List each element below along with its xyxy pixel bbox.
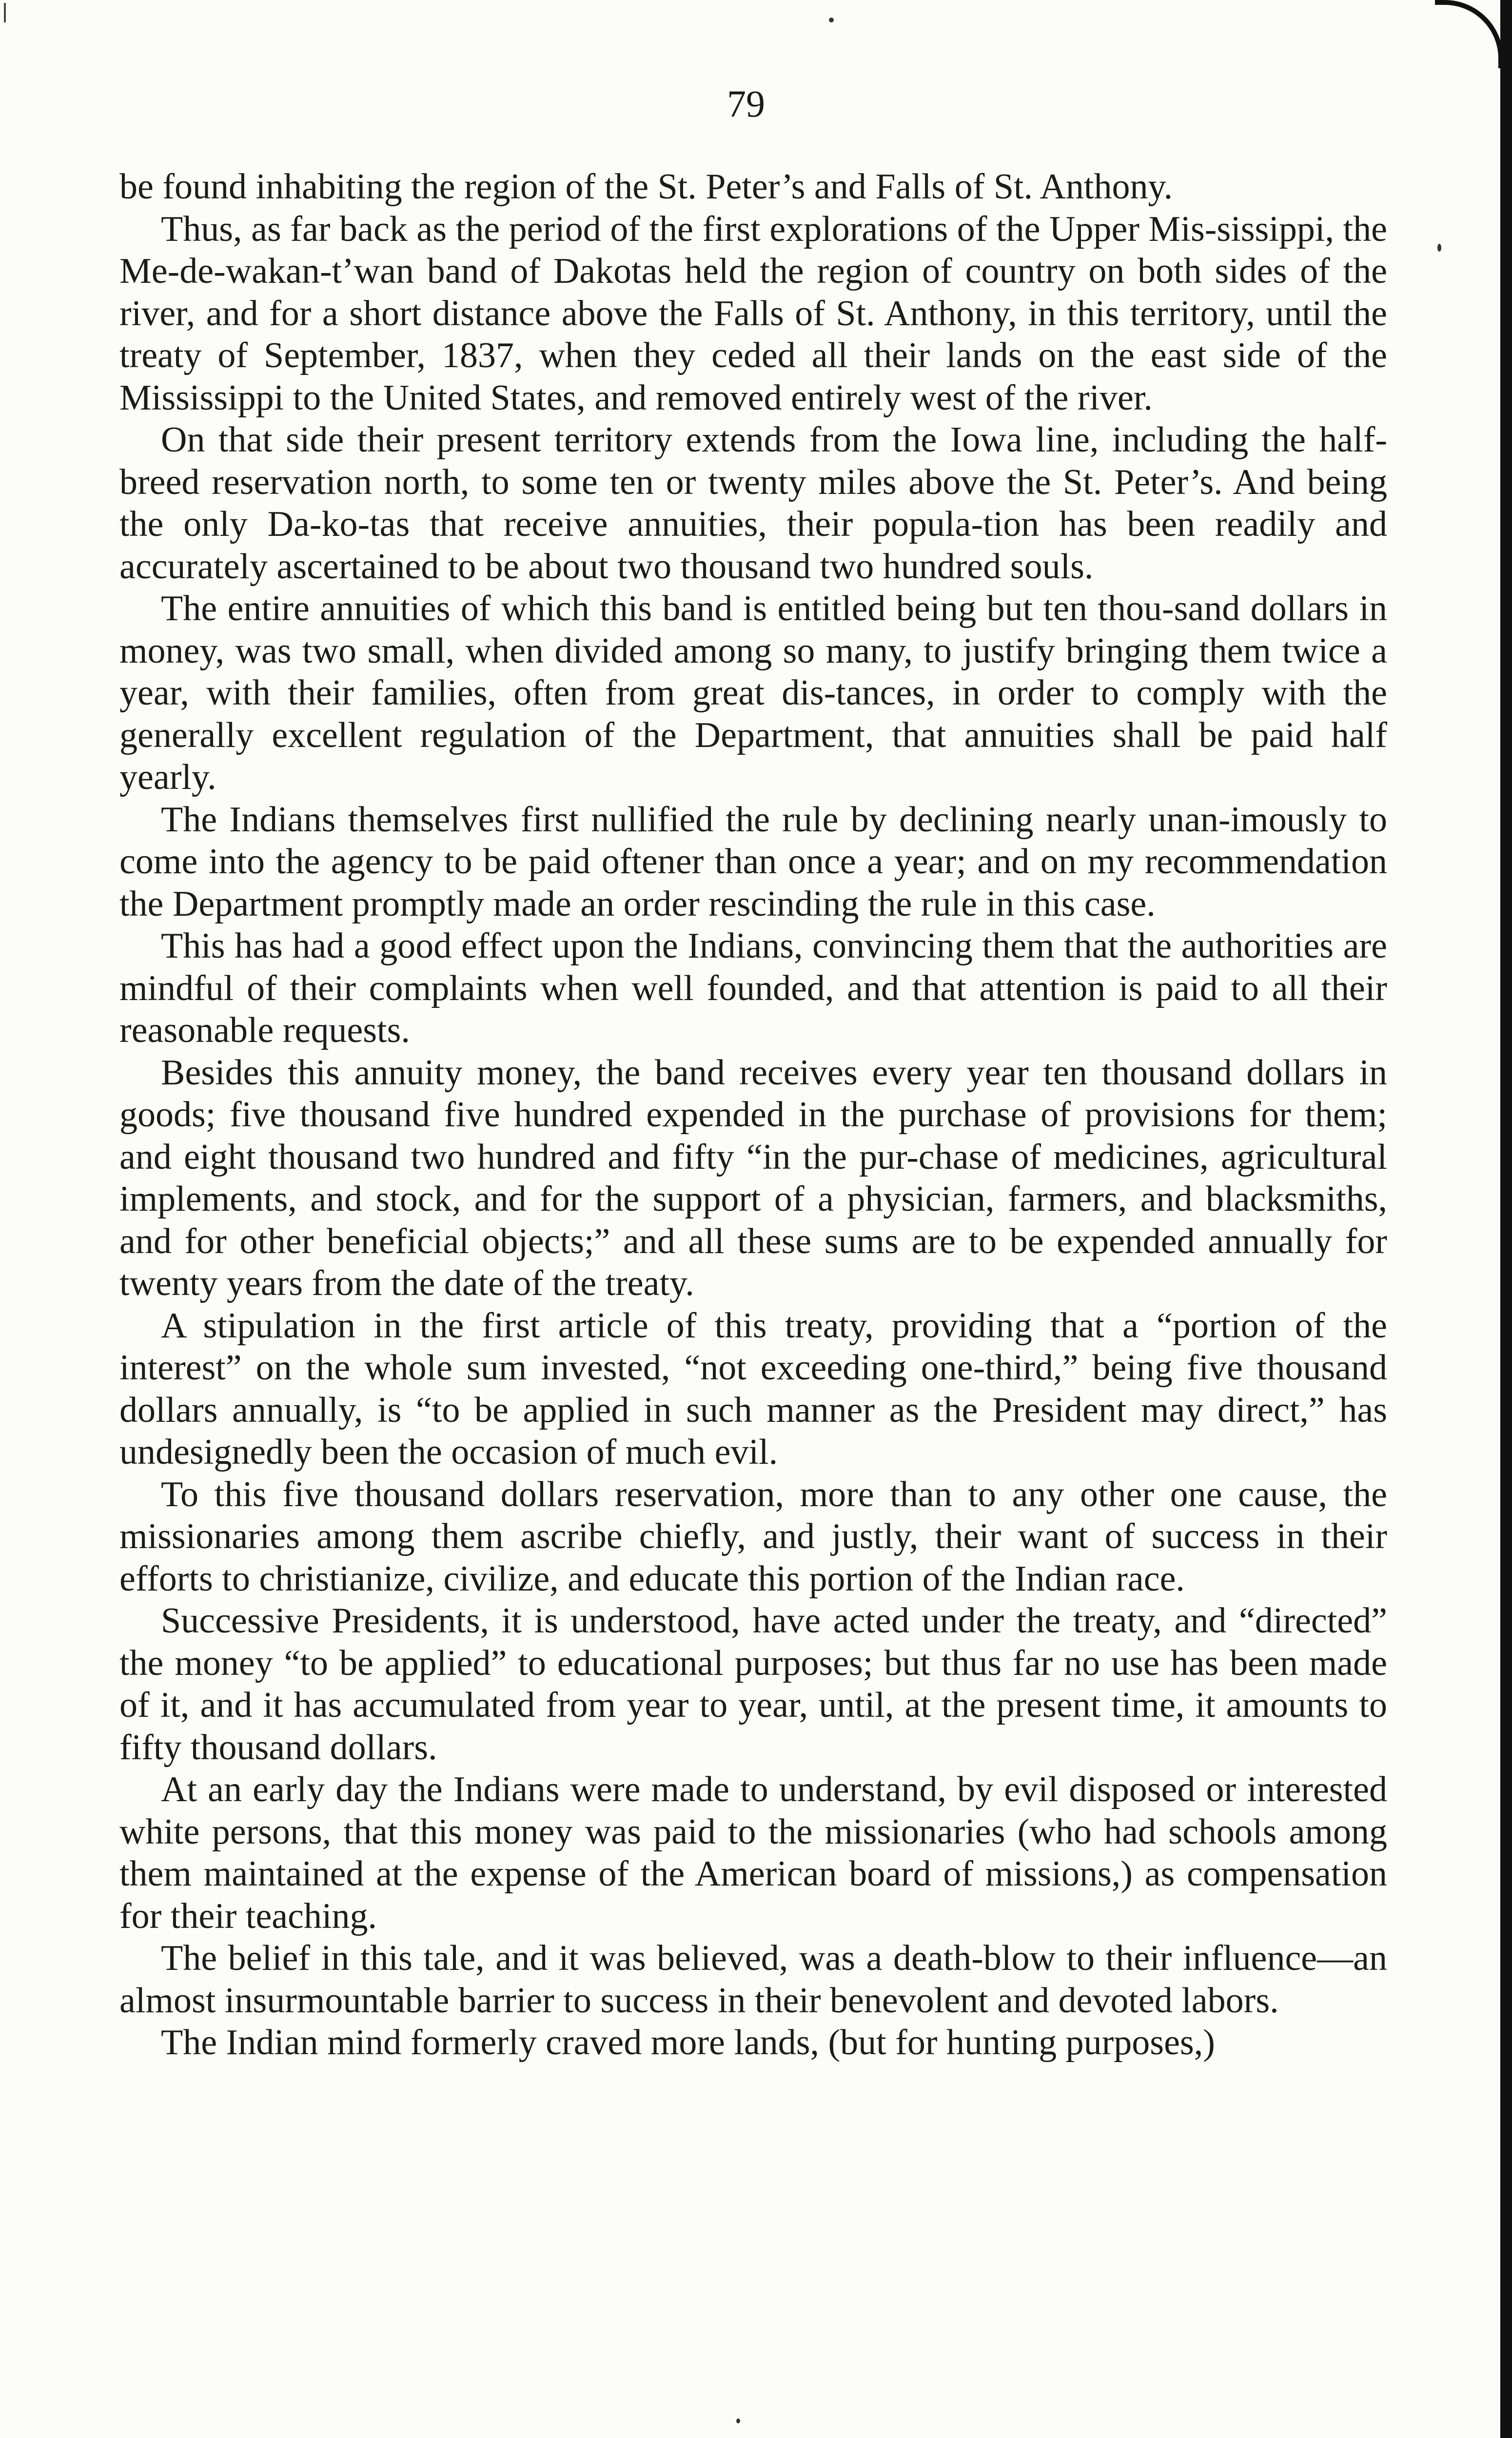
ink-dot xyxy=(1437,244,1441,252)
paragraph: At an early day the Indians were made to understand, by evil disposed or interested white persons, that this money was paid to the missionaries (who had schools among them maintained at the expense of the American board of missions,) as compensation for their teaching. xyxy=(119,1770,1387,1936)
paragraph-continuation: be found inhabiting the region of the St. Peter’s and Falls of St. Anthony. xyxy=(119,167,1173,207)
paragraph: Successive Presidents, it is understood, have acted under the treaty, and “directed” the money “to be applied” to educational purposes; but thus far no use has been made of it, and it has accumulated from year to year, until, at the present time, it amounts to fifty thousand dollars. xyxy=(119,1601,1387,1768)
page-corner-curl xyxy=(1435,0,1503,68)
paragraph: The Indian mind formerly craved more lands, (but for hunting purposes,) xyxy=(161,2023,1215,2063)
paragraph: This has had a good effect upon the Indians, convincing them that the authorities are mindful of their complaints when well founded, and that attention is paid to all their reasonable requests. xyxy=(119,926,1387,1050)
page-number: 79 xyxy=(727,82,765,125)
ink-dot xyxy=(736,2418,740,2423)
paragraph: On that side their present territory extends from the Iowa line, including the half-breed reservation north, to some ten or twenty miles above the St. Peter’s. And being the only Da-ko-tas that receive annuities, their popula-tion has been readily and accurately ascertained to be about two thousand two hundred souls. xyxy=(119,420,1387,587)
paragraph: The Indians themselves first nullified the rule by declining nearly unan-imously to come into the agency to be paid oftener than once a year; and on my recommendation the Department promptly made an order rescinding the rule in this case. xyxy=(119,799,1387,924)
paragraph: Besides this annuity money, the band receives every year ten thousand dollars in goods; five thousand five hundred expended in the purchase of provisions for them; and eight thousand two hundred and fifty “in the pur-chase of medicines, agricultural implements, and stock, and for the support of a physician, farmers, and blacksmiths, and for other beneficial objects;” and all these sums are to be expended annually for twenty years from the date of the treaty. xyxy=(119,1052,1387,1303)
paragraph: The belief in this tale, and it was believed, was a death-blow to their influence—an almost insurmountable barrier to success in their benevolent and devoted labors. xyxy=(119,1938,1387,2021)
paragraph: A stipulation in the first article of this treaty, providing that a “portion of the interest” on the whole sum invested, “not exceeding one-third,” being five thousand dollars annually, is “to be applied in such manner as the President may direct,” has undesignedly been the occasion of much evil. xyxy=(119,1305,1387,1472)
body-text xyxy=(119,166,1387,2064)
ink-dot xyxy=(829,18,834,22)
page-edge-border xyxy=(1500,0,1512,2438)
paragraph: To this five thousand dollars reservation, more than to any other one cause, the missionaries among them ascribe chiefly, and justly, their want of success in their efforts to christianize, civilize, and educate this portion of the Indian race. xyxy=(119,1474,1387,1599)
paragraph: Thus, as far back as the period of the first explorations of the Upper Mis-sissippi, the Me-de-wakan-t’wan band of Dakotas held the region of country on both sides of the river, and for a short distance above the Falls of St. Anthony, in this territory, until the treaty of September, 1837, when they ceded all their lands on the east side of the Mississippi to the United States, and removed entirely west of the river. xyxy=(119,209,1387,418)
paragraph: The entire annuities of which this band is entitled being but ten thou-sand dollars in money, was two small, when divided among so many, to justify bringing them twice a year, with their families, often from great dis-tances, in order to comply with the generally excellent regulation of the Department, that annuities shall be paid half yearly. xyxy=(119,589,1387,797)
ink-mark-top-left xyxy=(4,3,6,22)
